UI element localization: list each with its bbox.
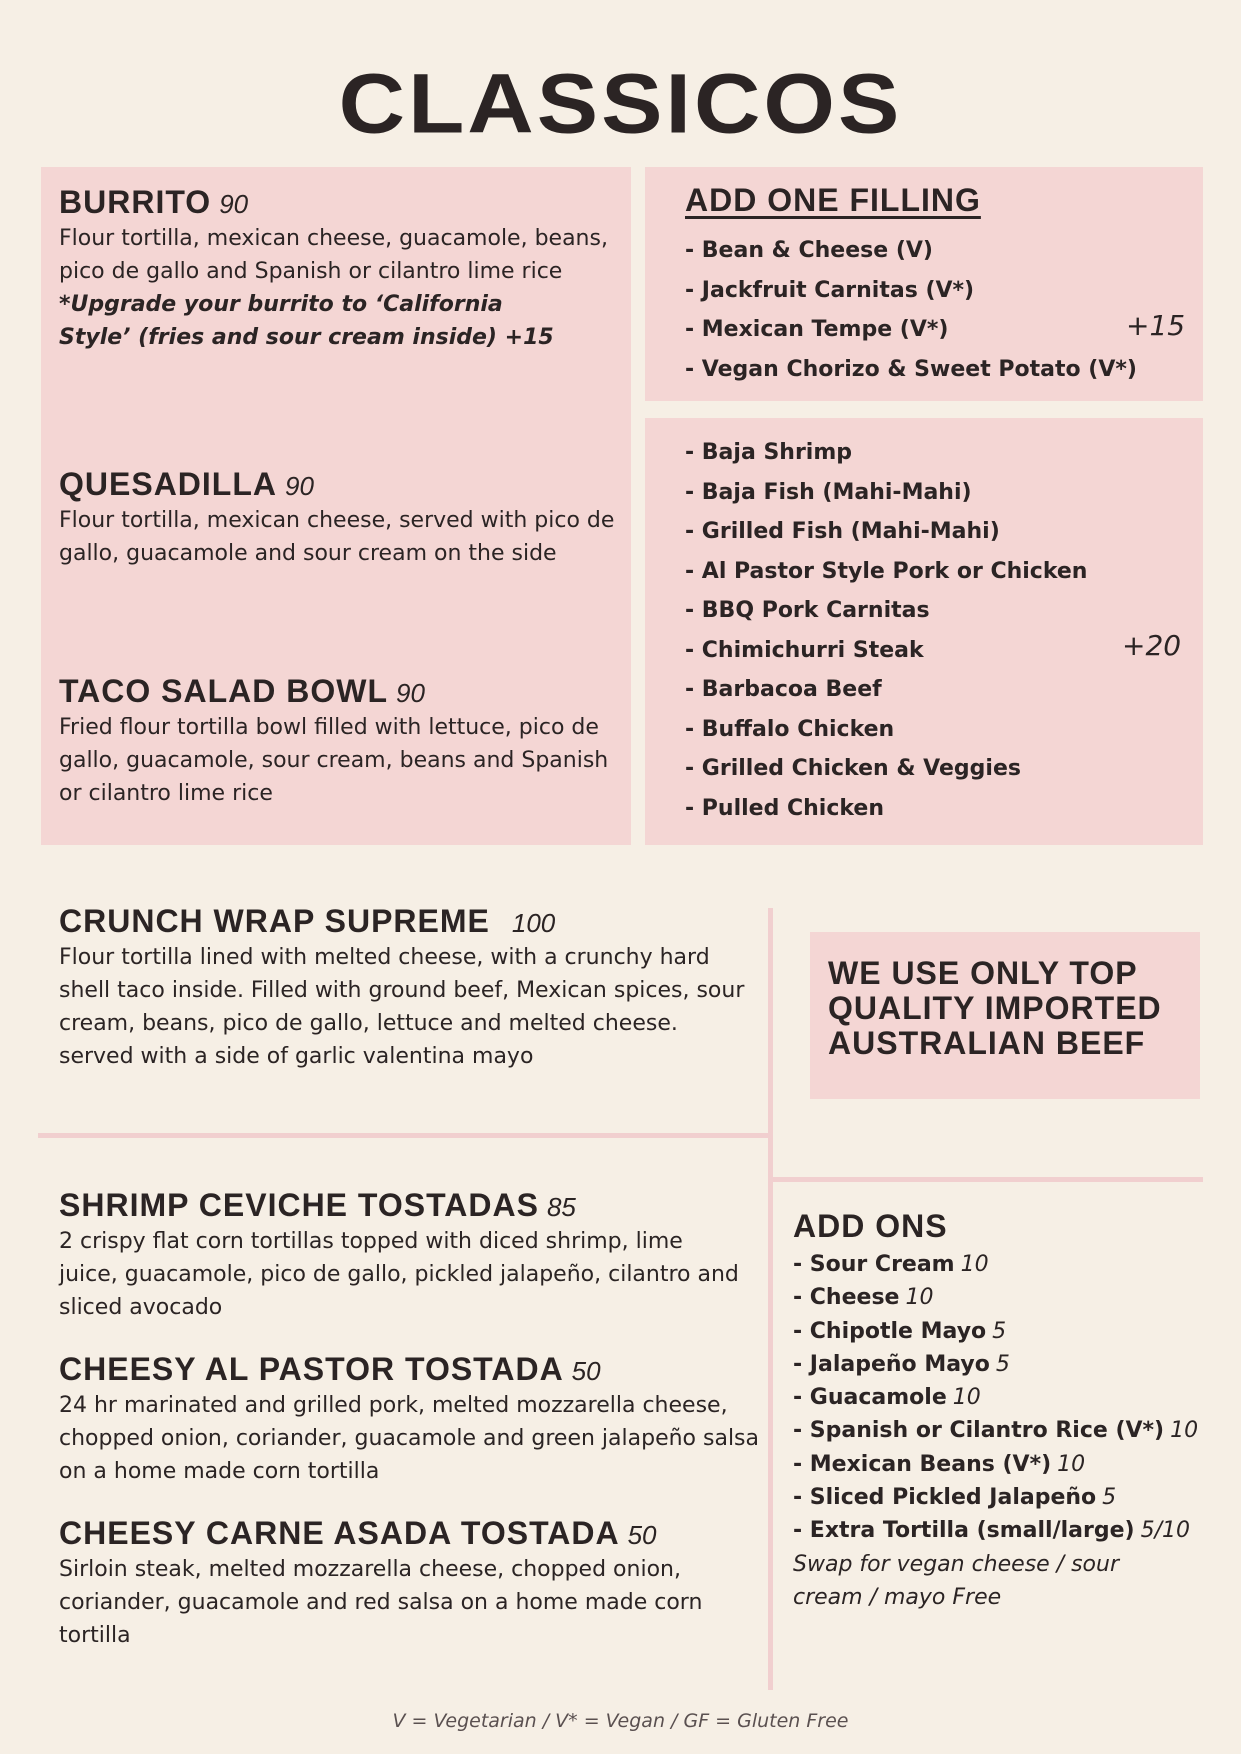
list-item: - Sliced Pickled Jalapeño 5	[793, 1485, 1117, 1511]
burrito-heading	[59, 184, 629, 221]
taco-salad-section	[59, 673, 629, 810]
list-item: - Extra Tortilla (small/large) 5/10	[793, 1518, 1190, 1544]
crunch-wrap-section	[59, 903, 759, 1073]
list-item: - Mexican Tempe (V*)	[685, 317, 949, 342]
carne-asada-section	[59, 1515, 759, 1652]
quesadilla-section	[59, 466, 629, 570]
quesadilla-description: Flour tortilla, mexican cheese, served with pico de gallo, guacamole and sour cream on the side	[59, 508, 615, 566]
carne-asada-name: CHEESY CARNE ASADA TOSTADA	[59, 1515, 620, 1551]
al-pastor-section	[59, 1351, 759, 1488]
filling-veg-price: +15	[1126, 309, 1186, 342]
list-item: - Pulled Chicken	[685, 795, 884, 821]
horizontal-divider-right	[773, 1177, 1203, 1182]
burrito-name: BURRITO	[59, 184, 212, 220]
taco-salad-description: Fried flour tortilla bowl filled with lettuce, pico de gallo, guacamole, sour cream, beans and Spanish or cilantro lime rice	[59, 715, 609, 806]
addons-list	[793, 1248, 1198, 1548]
addons-swap-note: Swap for vegan cheese / sour cream / mayo Free	[793, 1552, 1119, 1610]
filling-list-veg	[685, 231, 1137, 389]
filling-heading: ADD ONE FILLING	[685, 182, 981, 218]
carne-asada-heading	[59, 1515, 759, 1552]
crunch-wrap-price: 100	[511, 908, 556, 938]
quesadilla-heading	[59, 466, 629, 503]
taco-salad-heading	[59, 673, 629, 710]
list-item: - Spanish or Cilantro Rice (V*) 10	[793, 1418, 1199, 1444]
list-item: - Sour Cream 10	[793, 1252, 989, 1277]
crunch-wrap-description: Flour tortilla lined with melted cheese, with a crunchy hard shell taco inside. Filled with ground beef, Mexican spices, sour cream, beans, pico de gallo, lettuce and melted cheese. served with a side of garlic valentina mayo	[59, 945, 745, 1069]
list-item: - Guacamole 10	[793, 1385, 981, 1411]
shrimp-ceviche-description: 2 crispy flat corn tortillas topped with diced shrimp, lime juice, guacamole, pico de gallo, pickled jalapeño, cilantro and sliced avocado	[59, 1229, 739, 1320]
quesadilla-name: QUESADILLA	[59, 466, 277, 502]
list-item: - Baja Fish (Mahi-Mahi)	[685, 479, 972, 505]
list-item: - Vegan Chorizo & Sweet Potato (V*)	[685, 356, 1137, 382]
al-pastor-price: 50	[571, 1356, 601, 1386]
shrimp-ceviche-name: SHRIMP CEVICHE TOSTADAS	[59, 1187, 539, 1223]
crunch-wrap-name: CRUNCH WRAP SUPREME	[59, 903, 490, 939]
quesadilla-price: 90	[285, 471, 314, 501]
carne-asada-description: Sirloin steak, melted mozzarella cheese, chopped onion, coriander, guacamole and red salsa on a home made corn tortilla	[59, 1557, 703, 1648]
burrito-section	[59, 184, 629, 354]
vertical-divider	[768, 908, 773, 1690]
footer-legend: V = Vegetarian / V* = Vegan / GF = Gluten Free	[392, 1710, 849, 1732]
list-item: - Grilled Chicken & Veggies	[685, 756, 1021, 781]
horizontal-divider-left	[38, 1133, 768, 1138]
list-item: - Buffalo Chicken	[685, 716, 895, 742]
list-item: - Chimichurri Steak	[685, 637, 924, 663]
shrimp-ceviche-price: 85	[546, 1192, 576, 1222]
taco-salad-price: 90	[396, 678, 425, 708]
burrito-price: 90	[219, 189, 249, 219]
filling-meat-price: +20	[1122, 629, 1182, 662]
list-item: - Grilled Fish (Mahi-Mahi)	[685, 519, 1000, 544]
list-item: - Bean & Cheese (V)	[685, 238, 933, 263]
beef-note-text: WE USE ONLY TOP QUALITY IMPORTED AUSTRALIAN BEEF	[828, 955, 1162, 1061]
al-pastor-description: 24 hr marinated and grilled pork, melted mozzarella cheese, chopped onion, coriander, guacamole and green jalapeño salsa on a home made corn tortilla	[59, 1393, 759, 1484]
burrito-upgrade-note: *Upgrade your burrito to ‘California Style’ (fries and sour cream inside) +15	[59, 292, 554, 350]
carne-asada-price: 50	[627, 1520, 657, 1550]
crunch-wrap-heading	[59, 903, 759, 940]
list-item: - Baja Shrimp	[685, 440, 853, 465]
page-title: CLASSICOS	[338, 57, 903, 151]
al-pastor-heading	[59, 1351, 759, 1388]
list-item: - Jalapeño Mayo 5	[793, 1351, 1010, 1377]
filling-list-meat	[685, 433, 1087, 828]
shrimp-ceviche-section	[59, 1187, 759, 1324]
list-item: - Jackfruit Carnitas (V*)	[685, 277, 975, 303]
taco-salad-name: TACO SALAD BOWL	[59, 673, 389, 709]
list-item: - Cheese 10	[793, 1285, 934, 1311]
list-item: - Barbacoa Beef	[685, 677, 882, 702]
list-item: - Mexican Beans (V*) 10	[793, 1451, 1086, 1477]
burrito-description: Flour tortilla, mexican cheese, guacamole, beans, pico de gallo and Spanish or cilantro lime rice	[59, 226, 608, 284]
addons-heading: ADD ONS	[793, 1208, 948, 1244]
al-pastor-name: CHEESY AL PASTOR TOSTADA	[59, 1351, 564, 1387]
shrimp-ceviche-heading	[59, 1187, 759, 1224]
list-item: - Chipotle Mayo 5	[793, 1318, 1007, 1344]
list-item: - Al Pastor Style Pork or Chicken	[685, 558, 1088, 584]
list-item: - BBQ Pork Carnitas	[685, 598, 930, 623]
